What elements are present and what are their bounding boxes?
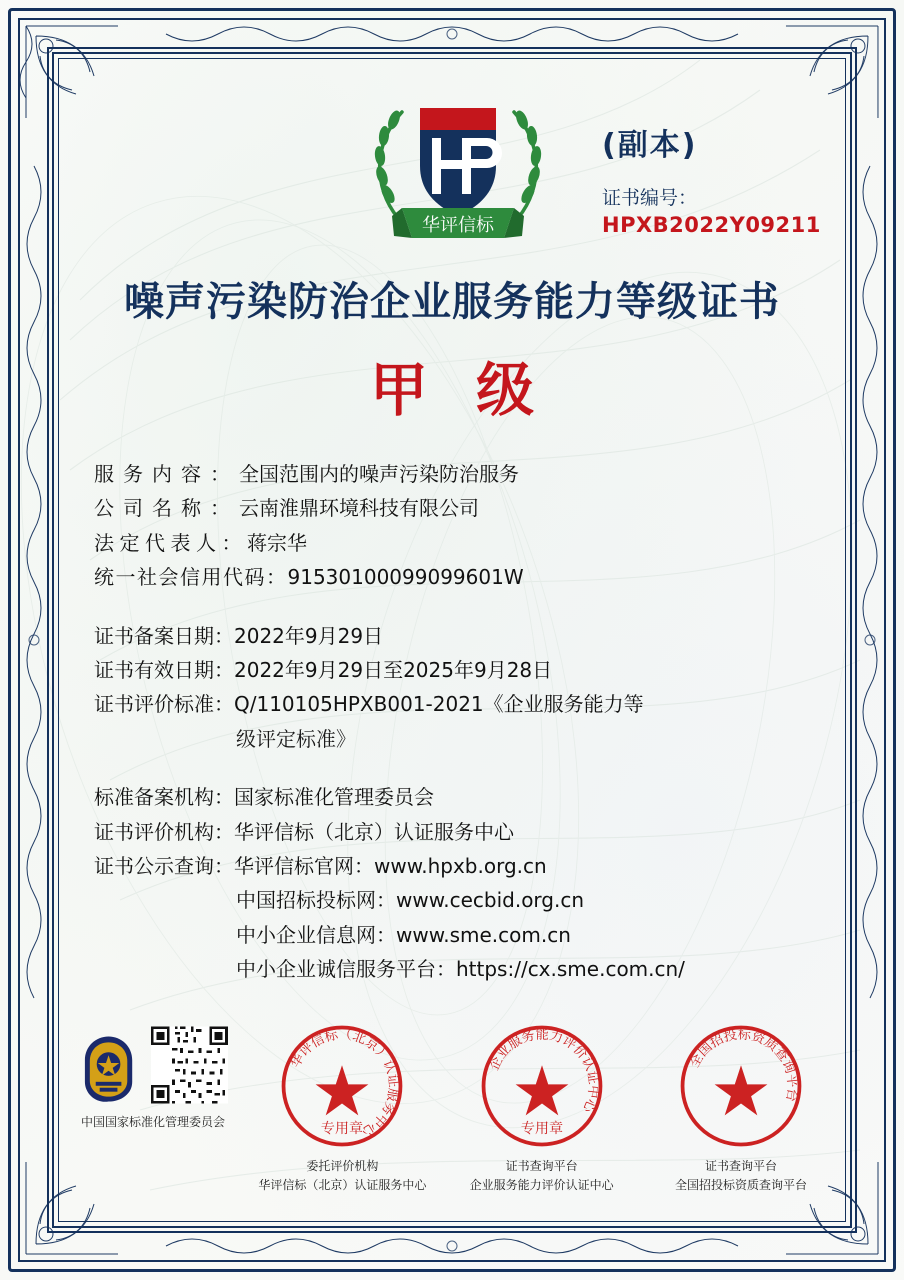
gov-badge-cell [78,1020,228,1131]
query-value-sme[interactable]: 中小企业信息网：www.sme.com.cn [236,922,571,947]
certificate-number-label: 证书编号： [602,187,698,209]
svg-text:企业服务能力评价认证中心: 企业服务能力评价认证中心 [486,1027,601,1115]
svg-text:华评信标: 华评信标 [422,215,494,236]
query-key: 证书公示查询： [94,853,234,878]
seal-cell-3 [656,1020,826,1195]
field-row [94,526,840,560]
org-key: 标准备案机构： [94,785,234,810]
seal-caption-line2: 华评信标（北京）认证服务中心 [258,1178,427,1193]
official-seal-icon [675,1020,807,1152]
page-title: 噪声污染防治企业服务能力等级证书 [124,279,780,325]
svg-text:专用章: 专用章 [321,1121,364,1138]
hpxb-emblem-logo [358,90,558,260]
standard-key: 证书评价标准： [94,692,234,717]
svg-text:全国招投标资质查询平台: 全国招投标资质查询平台 [687,1027,800,1103]
standard-row [94,687,840,721]
official-seal-icon [476,1020,608,1152]
field-key: 统一社会信用代码： [94,565,288,590]
qr-code-icon[interactable] [151,1026,228,1104]
org-key: 证书评价机构： [94,819,234,844]
field-key: 服务内容： [94,462,239,486]
org-row [94,815,840,849]
date-key: 证书有效日期： [94,657,234,682]
field-row [94,560,840,594]
field-row [94,491,840,525]
field-key: 法定代表人： [94,530,247,555]
field-value: 全国范围内的噪声污染防治服务 [239,462,519,486]
copy-label: (副本) [602,128,698,163]
query-row [94,849,840,883]
certificate-header [64,64,840,264]
seal-caption-line2: 全国招投标资质查询平台 [674,1178,807,1193]
date-key: 证书备案日期： [94,623,234,648]
svg-text:华评信标（北京）认证服务中心: 华评信标（北京）认证服务中心 [288,1027,401,1139]
gov-badge-caption: 中国国家标准化管理委员会 [80,1115,225,1129]
seal-caption-line1: 委托评价机构 [306,1159,379,1173]
query-value-cecbid[interactable]: 中国招标投标网：www.cecbid.org.cn [236,888,585,913]
field-key: 公司名称： [94,496,239,521]
seal-caption-line1: 证书查询平台 [505,1159,578,1173]
query-value-hpxb[interactable]: 华评信标官网：www.hpxb.org.cn [234,853,547,878]
field-value: 云南淮鼎环境科技有限公司 [239,496,479,521]
svg-text:专用章: 专用章 [520,1121,563,1138]
date-value: 2022年9月29日至2025年9月28日 [234,657,553,682]
certificate-content [64,64,840,1216]
certificate-number-value: HPXB2022Y09211 [602,212,821,237]
grade-level: 甲 级 [369,356,549,424]
seal-cell-1 [257,1020,427,1195]
org-row [94,780,840,814]
standard-value: Q/110105HPXB001-2021《企业服务能力等 [234,692,644,717]
official-seal-icon [276,1020,408,1152]
certificate-footer [64,1020,840,1210]
field-value: 91530100099099601W [287,565,524,590]
seal-caption-line1: 证书查询平台 [704,1159,777,1173]
seal-cell-2 [457,1020,627,1195]
org-value: 国家标准化管理委员会 [234,785,434,810]
copy-and-number-block [602,120,832,237]
org-value: 华评信标（北京）认证服务中心 [234,819,514,844]
seal-caption-line2: 企业服务能力评价认证中心 [469,1178,614,1193]
date-row [94,653,840,687]
certificate-fields [64,457,840,986]
national-emblem-icon [78,1034,139,1104]
field-value: 蒋宗华 [247,530,307,555]
field-row [94,457,840,491]
date-value: 2022年9月29日 [234,623,384,648]
date-row [94,619,840,653]
query-value-cx-sme[interactable]: 中小企业诚信服务平台：https://cx.sme.com.cn/ [236,957,685,982]
standard-value-continued: 级评定标准》 [236,726,356,751]
